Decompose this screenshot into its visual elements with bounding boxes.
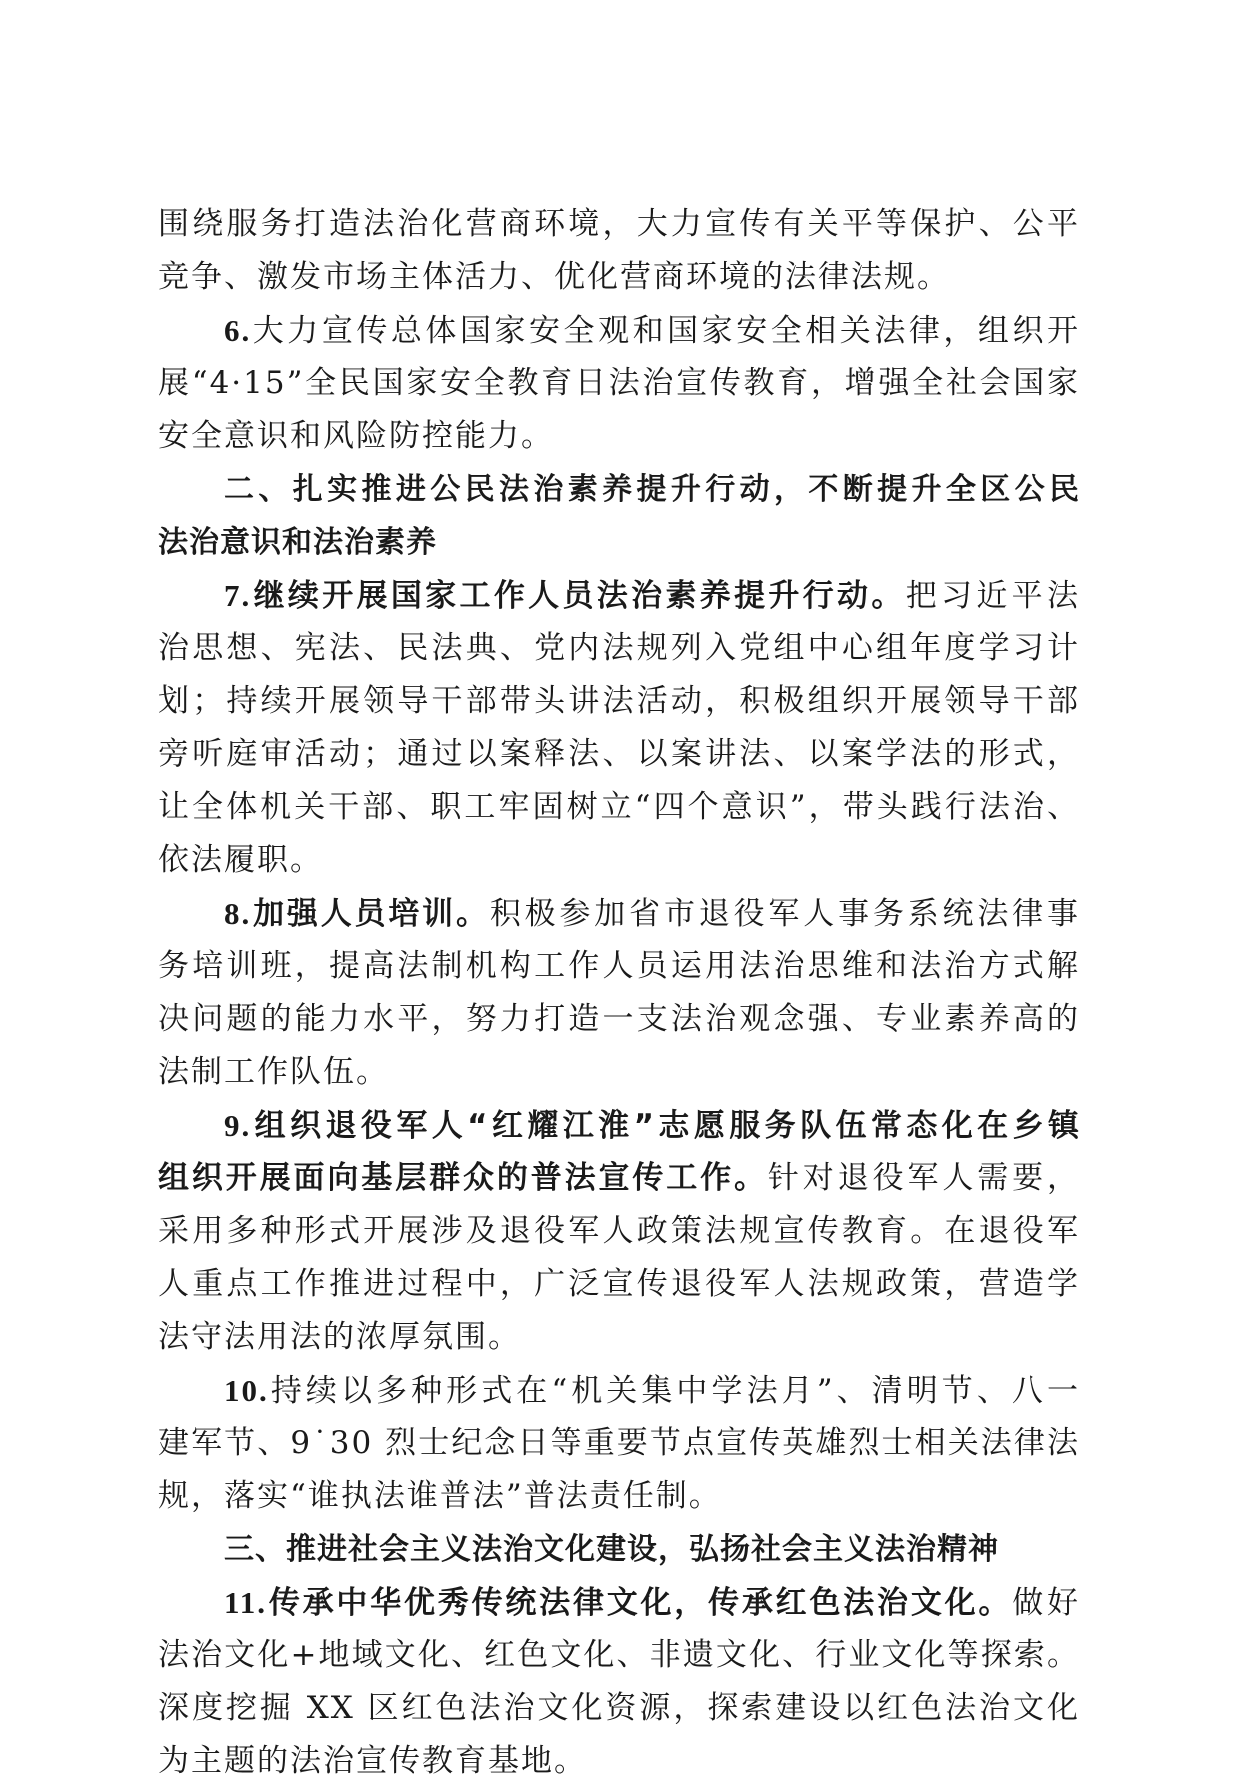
- item-number: 8.: [224, 896, 252, 931]
- item-number: 6.: [224, 313, 252, 348]
- paragraph-line: 为主题的法治宣传教育基地。: [158, 1743, 587, 1779]
- paragraph-text: 持续以多种形式在“机关集中学法月”、清明节、八一: [268, 1373, 1080, 1409]
- paragraph-line: 围绕服务打造法治化营商环境，大力宣传有关平等保护、公平: [158, 206, 1080, 242]
- item-title-cont: 组织开展面向基层群众的普法宣传工作。: [158, 1160, 768, 1196]
- paragraph-line: 采用多种形式开展涉及退役军人政策法规宣传教育。在退役军: [158, 1213, 1080, 1249]
- item-number: 10.: [224, 1373, 269, 1408]
- item-title: 加强人员培训。: [251, 896, 490, 932]
- paragraph-line: 建军节、9˙30 烈士纪念日等重要节点宣传英雄烈士相关法律法: [158, 1425, 1080, 1461]
- document-page: [158, 198, 1080, 1788]
- paragraph-line: 展“4·15”全民国家安全教育日法治宣传教育，增强全社会国家: [158, 365, 1080, 401]
- item-number: 9.: [224, 1108, 252, 1143]
- paragraph-item-7-line: [158, 569, 1080, 622]
- section-heading-2: 二、扎实推进公民法治素养提升行动，不断提升全区公民: [224, 472, 1080, 507]
- paragraph-line: 旁听庭审活动；通过以案释法、以案讲法、以案学法的形式，: [158, 736, 1080, 772]
- paragraph-line: 决问题的能力水平，努力打造一支法治观念强、专业素养高的: [158, 1001, 1080, 1037]
- paragraph-item-10-line: [158, 1364, 1080, 1417]
- item-title: 传承中华优秀传统法律文化，传承红色法治文化。: [267, 1585, 1013, 1621]
- paragraph-line: 人重点工作推进过程中，广泛宣传退役军人法规政策，营造学: [158, 1266, 1080, 1302]
- item-number: 11.: [224, 1585, 268, 1620]
- paragraph-line: 竞争、激发市场主体活力、优化营商环境的法律法规。: [158, 259, 950, 295]
- paragraph-item-9-line: [158, 1099, 1080, 1152]
- paragraph-line: 法制工作队伍。: [158, 1054, 389, 1090]
- paragraph-line: 依法履职。: [158, 842, 323, 878]
- paragraph-item-6-line: [158, 304, 1080, 357]
- item-title: 继续开展国家工作人员法治素养提升行动。: [251, 578, 906, 614]
- section-heading-3: 三、推进社会主义法治文化建设，弘扬社会主义法治精神: [224, 1532, 999, 1567]
- paragraph-text: 积极参加省市退役军人事务系统法律事: [489, 896, 1081, 932]
- paragraph-item-8-line: [158, 887, 1080, 940]
- section-heading-2-cont: 法治意识和法治素养: [158, 525, 437, 560]
- paragraph-text: 大力宣传总体国家安全观和国家安全相关法律，组织开: [251, 313, 1080, 349]
- paragraph-line: 划；持续开展领导干部带头讲法活动，积极组织开展领导干部: [158, 683, 1080, 719]
- paragraph-line: 治思想、宪法、民法典、党内法规列入党组中心组年度学习计: [158, 630, 1080, 666]
- paragraph-line: 让全体机关干部、职工牢固树立“四个意识”，带头践行法治、: [158, 789, 1080, 825]
- paragraph-text: 把习近平法: [905, 578, 1081, 614]
- paragraph-line: 务培训班，提高法制机构工作人员运用法治思维和法治方式解: [158, 948, 1080, 984]
- paragraph-line: 深度挖掘 XX 区红色法治文化资源，探索建设以红色法治文化: [158, 1690, 1080, 1726]
- item-title: 组织退役军人“红耀江淮”志愿服务队伍常态化在乡镇: [251, 1108, 1080, 1144]
- paragraph-line: 规，落实“谁执法谁普法”普法责任制。: [158, 1478, 722, 1514]
- paragraph-item-11-line: [158, 1576, 1080, 1629]
- item-number: 7.: [224, 578, 252, 613]
- paragraph-text: 针对退役军人需要，: [767, 1160, 1080, 1196]
- paragraph-line: 法治文化+地域文化、红色文化、非遗文化、行业文化等探索。: [158, 1637, 1080, 1673]
- paragraph-line: 法守法用法的浓厚氛围。: [158, 1319, 521, 1355]
- paragraph-line: 安全意识和风险防控能力。: [158, 418, 554, 454]
- paragraph-line: [158, 1152, 1080, 1205]
- paragraph-text: 做好: [1012, 1585, 1081, 1621]
